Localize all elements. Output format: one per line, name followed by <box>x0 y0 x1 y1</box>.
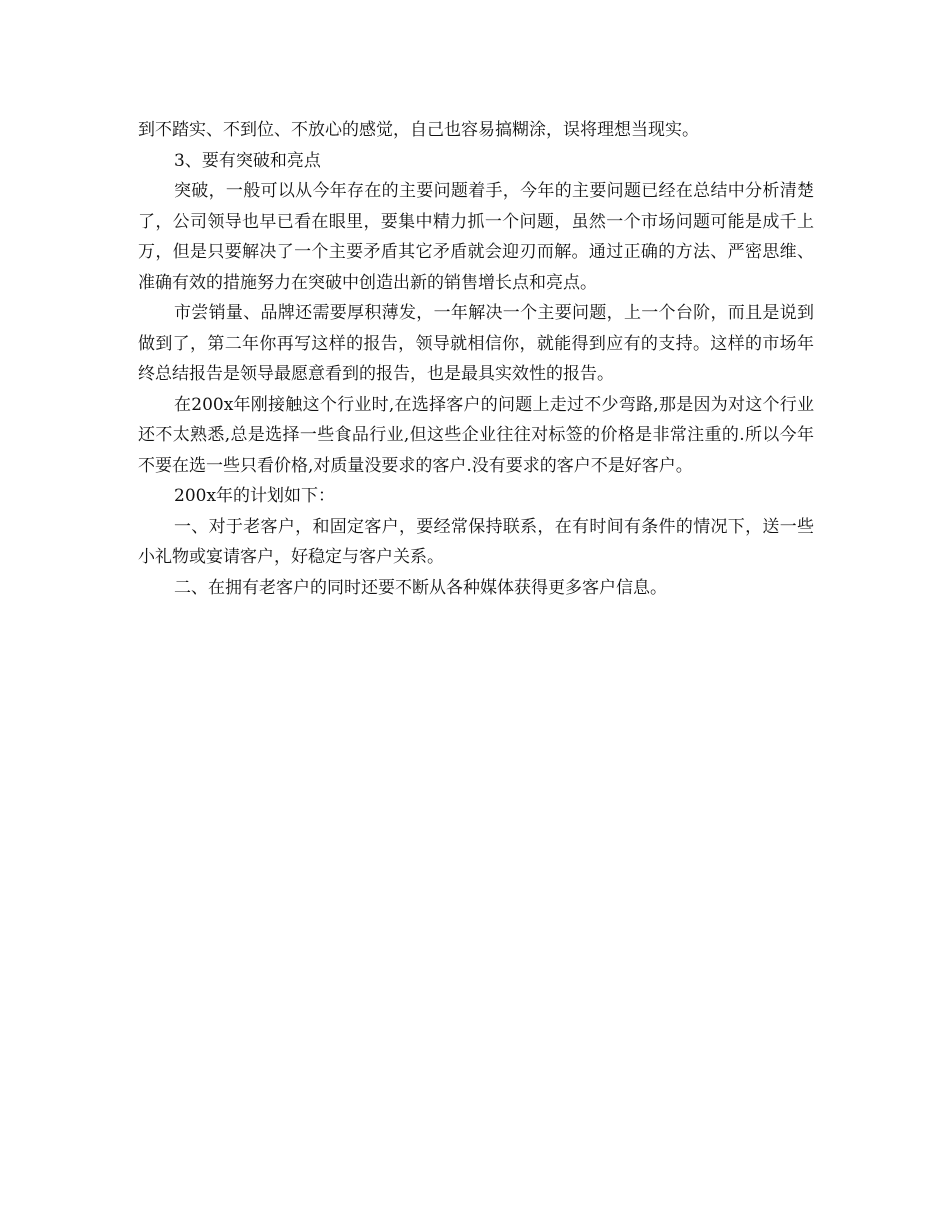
document-body <box>138 115 814 603</box>
plan-item: 二、在拥有老客户的同时还要不断从各种媒体获得更多客户信息。 <box>174 577 667 598</box>
plan-heading: 200x年的计划如下： <box>174 486 336 506</box>
section-heading: 3、要有突破和亮点 <box>174 150 321 171</box>
paragraph-continuation: 到不踏实、不到位、不放心的感觉，自己也容易搞糊涂，误将理想当现实。 <box>138 120 699 140</box>
paragraph: 突破，一般可以从今年存在的主要问题着手，今年的主要问题已经在总结中分析清楚了，公司领导也早已看在眼里，要集中精力抓一个问题，虽然一个市场问题可能是成千上万，但是只要解决了一个主要矛盾其它矛盾就会迎刃而解。通过正确的方法、严密思维、准确有效的措施努力在突破中创造出新的销售增长点和亮点。 <box>138 181 814 293</box>
paragraph: 市尝销量、品牌还需要厚积薄发，一年解决一个主要问题，上一个台阶，而且是说到做到了，第二年你再写这样的报告，领导就相信你，就能得到应有的支持。这样的市场年终总结报告是领导最愿意看到的报告，也是最具实效性的报告。 <box>138 303 814 384</box>
plan-item: 一、对于老客户，和固定客户，要经常保持联系，在有时间有条件的情况下，送一些小礼物或宴请客户，好稳定与客户关系。 <box>138 516 814 567</box>
paragraph: 在200x年刚接触这个行业时,在选择客户的问题上走过不少弯路,那是因为对这个行业还不太熟悉,总是选择一些食品行业,但这些企业往往对标签的价格是非常注重的.所以今年不要在选一些只看价格,对质量没要求的客户.没有要求的客户不是好客户。 <box>138 394 814 476</box>
